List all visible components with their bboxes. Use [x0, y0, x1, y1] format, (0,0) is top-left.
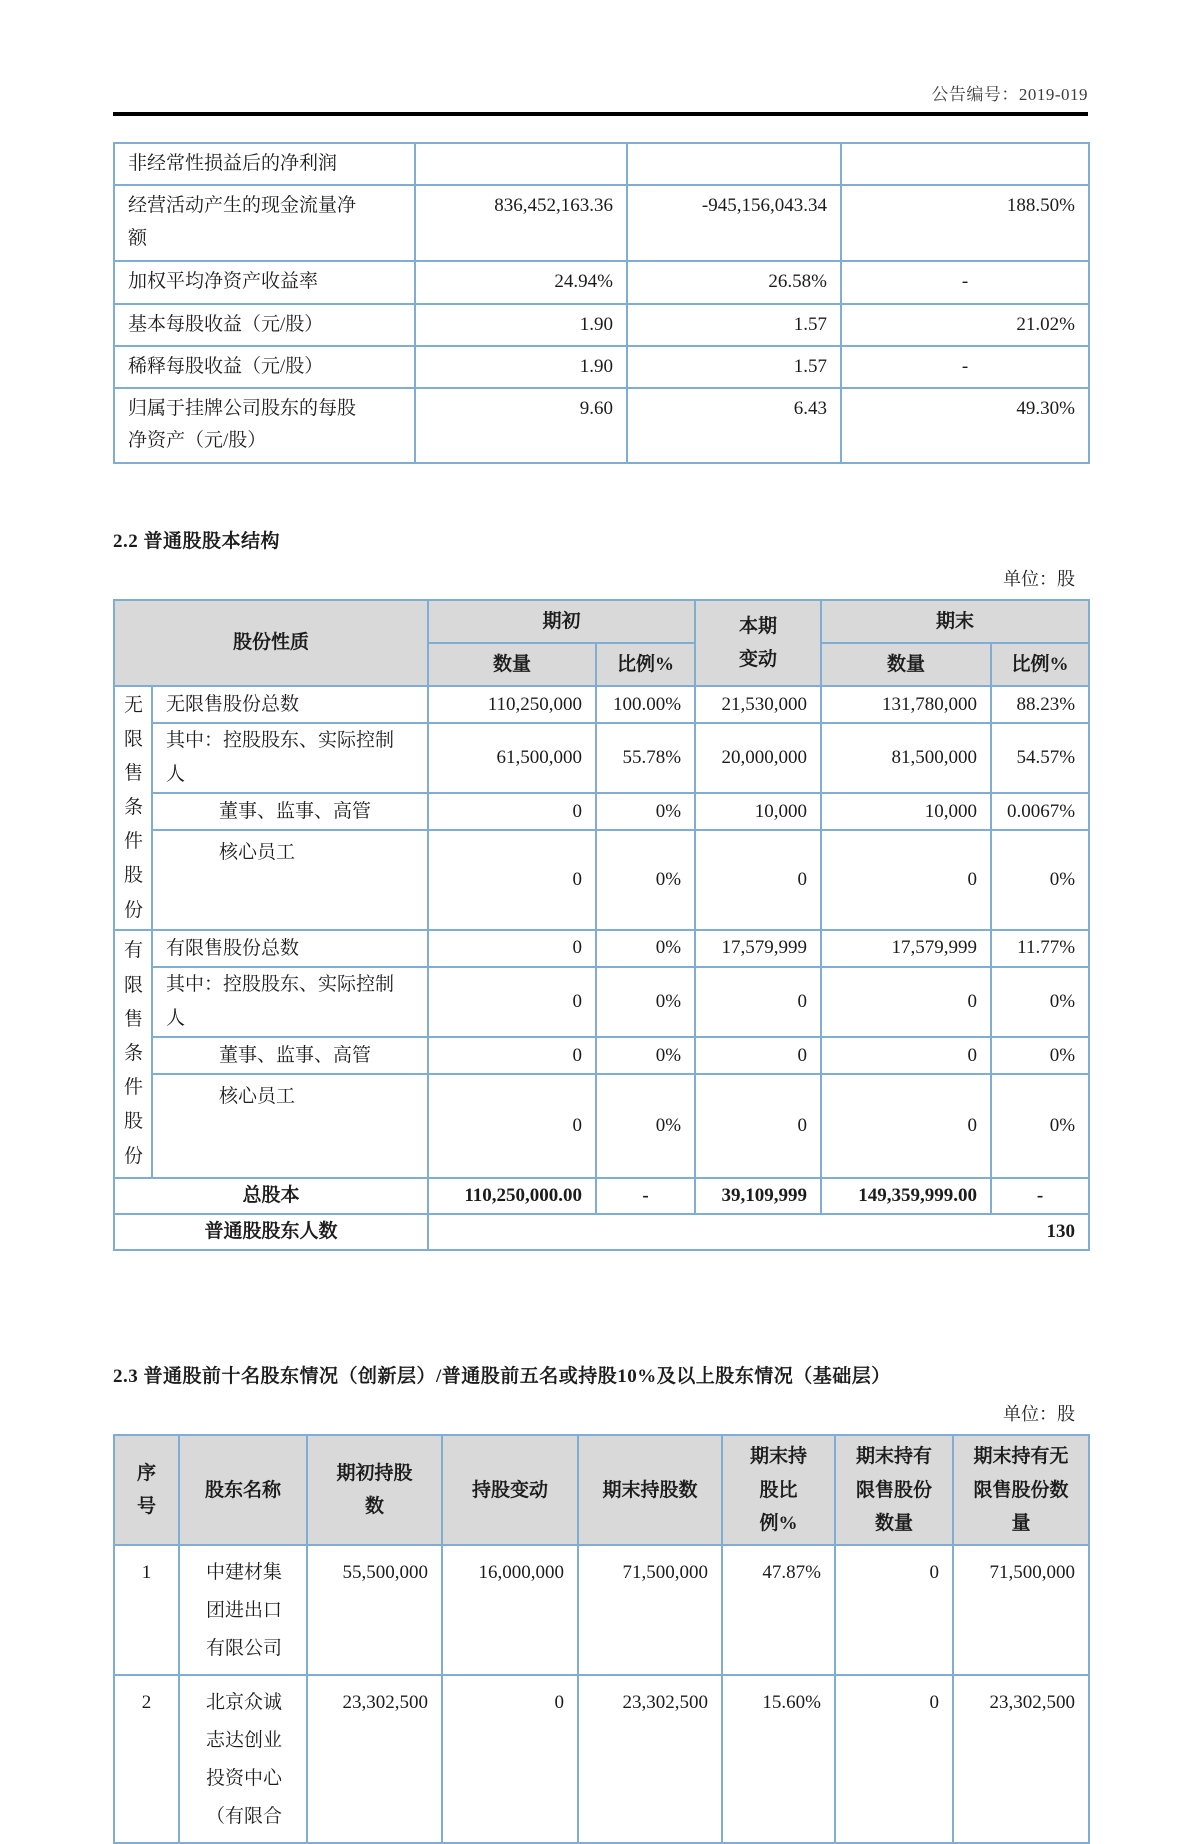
cell-begin-pct: 0%: [596, 793, 695, 830]
header-end-pct: 期末持股比例%: [722, 1435, 835, 1545]
cell-change: 20,000,000: [695, 723, 821, 793]
table-row: [114, 304, 1089, 346]
cell-end-qty: 0: [821, 1037, 991, 1074]
header-qty: 数量: [821, 643, 991, 686]
cell-change: 21.02%: [841, 304, 1089, 346]
row-label: 其中：控股股东、实际控制人: [152, 967, 428, 1037]
unit-label: 单位：股: [1003, 1404, 1075, 1425]
cell-change: 0: [695, 1074, 821, 1178]
cell-end-pct: 88.23%: [991, 686, 1089, 723]
cell-prior: 1.57: [627, 346, 841, 388]
cell-shareholder-name: 中建材集团进出口有限公司: [179, 1545, 307, 1675]
header-pct: 比例%: [991, 643, 1089, 686]
row-label: 其中：控股股东、实际控制人: [152, 723, 428, 793]
cell-end-pct: 0%: [991, 830, 1089, 930]
cell-prior: [627, 143, 841, 185]
table-row: [114, 967, 1089, 1037]
row-label: 加权平均净资产收益率: [114, 261, 415, 303]
cell-change: 188.50%: [841, 185, 1089, 261]
cell-end-pct: 0%: [991, 1037, 1089, 1074]
table-header-row: [114, 1435, 1089, 1545]
section-2-3-heading: 2.3 普通股前十名股东情况（创新层）/普通股前五名或持股10%及以上股东情况（基础层）: [113, 1366, 891, 1388]
page-content: [113, 0, 1088, 1844]
header-share-nature: 股份性质: [114, 600, 428, 687]
cell-change: 0: [695, 967, 821, 1037]
notice-number: 公告编号：2019-019: [931, 85, 1088, 104]
table-row: [114, 1545, 1089, 1675]
cell-begin-qty: 0: [428, 1037, 596, 1074]
cell-change: 0: [695, 1037, 821, 1074]
table-row: [114, 1675, 1089, 1843]
header-pct: 比例%: [596, 643, 695, 686]
cell-share-change: 16,000,000: [442, 1545, 578, 1675]
table-row: [114, 261, 1089, 303]
cell-change: 0: [695, 830, 821, 930]
cell-prior: 26.58%: [627, 261, 841, 303]
cell-end-qty: 17,579,999: [821, 930, 991, 967]
table-row: [114, 723, 1089, 793]
cell-begin-qty: 61,500,000: [428, 723, 596, 793]
share-structure-table: [113, 599, 1090, 1252]
shareholders-table: [113, 1434, 1090, 1844]
cell-change: [841, 143, 1089, 185]
cell-begin-pct: 0%: [596, 1037, 695, 1074]
group-label-unrestricted: 无限售条件股份: [114, 686, 152, 930]
header-end-unrestricted: 期末持有无限售股份数量: [953, 1435, 1089, 1545]
holders-count-row: [114, 1214, 1089, 1250]
table-header-row: [114, 600, 1089, 643]
summary-table: [113, 142, 1090, 464]
cell-change: 49.30%: [841, 388, 1089, 463]
header-ending: 期末: [821, 600, 1089, 643]
cell-end-qty: 10,000: [821, 793, 991, 830]
cell-begin-pct: 0%: [596, 967, 695, 1037]
cell-share-change: 0: [442, 1675, 578, 1843]
cell-begin-pct: 0%: [596, 830, 695, 930]
cell-current: [415, 143, 627, 185]
cell-seq: 1: [114, 1545, 179, 1675]
table-row: [114, 830, 1089, 930]
holders-count: 130: [428, 1214, 1089, 1250]
cell-end-restricted: 0: [835, 1675, 953, 1843]
cell-begin-qty: 110,250,000: [428, 686, 596, 723]
cell-begin-pct: 0%: [596, 930, 695, 967]
total-label: 总股本: [114, 1178, 428, 1214]
row-label: 非经常性损益后的净利润: [114, 143, 415, 185]
cell-end-qty: 81,500,000: [821, 723, 991, 793]
cell-current: 9.60: [415, 388, 627, 463]
cell-end-pct: 0%: [991, 967, 1089, 1037]
cell-prior: 6.43: [627, 388, 841, 463]
table-row: [114, 185, 1089, 261]
unit-label: 单位：股: [1003, 568, 1075, 589]
cell-end-pct: 54.57%: [991, 723, 1089, 793]
row-label: 董事、监事、高管: [152, 1037, 428, 1074]
cell-end-pct: 0%: [991, 1074, 1089, 1178]
header-end-restricted: 期末持有限售股份数量: [835, 1435, 953, 1545]
cell-begin-pct: -: [596, 1178, 695, 1214]
cell-end-qty: 0: [821, 1074, 991, 1178]
row-label: 无限售股份总数: [152, 686, 428, 723]
cell-change: 17,579,999: [695, 930, 821, 967]
cell-change: 10,000: [695, 793, 821, 830]
cell-begin-qty: 0: [428, 793, 596, 830]
row-label: 核心员工: [152, 1074, 428, 1178]
cell-change: 39,109,999: [695, 1178, 821, 1214]
cell-end-pct: -: [991, 1178, 1089, 1214]
cell-change: -: [841, 346, 1089, 388]
cell-prior: -945,156,043.34: [627, 185, 841, 261]
cell-prior: 1.57: [627, 304, 841, 346]
total-row: [114, 1178, 1089, 1214]
table-row: [114, 143, 1089, 185]
cell-end-pct: 11.77%: [991, 930, 1089, 967]
cell-change: 21,530,000: [695, 686, 821, 723]
holders-label: 普通股股东人数: [114, 1214, 428, 1250]
row-label: 经营活动产生的现金流量净额: [114, 185, 415, 261]
header-share-change: 持股变动: [442, 1435, 578, 1545]
header-rule: [113, 112, 1088, 116]
cell-end-qty: 0: [821, 967, 991, 1037]
header-qty: 数量: [428, 643, 596, 686]
cell-current: 1.90: [415, 346, 627, 388]
cell-begin-qty: 110,250,000.00: [428, 1178, 596, 1214]
cell-begin-qty: 0: [428, 1074, 596, 1178]
cell-current: 24.94%: [415, 261, 627, 303]
header-begin-shares: 期初持股数: [307, 1435, 442, 1545]
row-label: 归属于挂牌公司股东的每股净资产（元/股）: [114, 388, 415, 463]
cell-end-pct: 47.87%: [722, 1545, 835, 1675]
header-beginning: 期初: [428, 600, 695, 643]
header-current-change: 本期变动: [695, 600, 821, 687]
cell-current: 1.90: [415, 304, 627, 346]
table-row: [114, 388, 1089, 463]
row-label: 核心员工: [152, 830, 428, 930]
table-row: [114, 1074, 1089, 1178]
cell-begin-qty: 0: [428, 967, 596, 1037]
cell-end-restricted: 0: [835, 1545, 953, 1675]
table-row: [114, 346, 1089, 388]
table-row: [114, 930, 1089, 967]
cell-end-shares: 71,500,000: [578, 1545, 722, 1675]
table-row: [114, 1037, 1089, 1074]
cell-begin-pct: 100.00%: [596, 686, 695, 723]
cell-end-qty: 149,359,999.00: [821, 1178, 991, 1214]
cell-begin-pct: 55.78%: [596, 723, 695, 793]
cell-end-unrestricted: 71,500,000: [953, 1545, 1089, 1675]
cell-current: 836,452,163.36: [415, 185, 627, 261]
header-end-shares: 期末持股数: [578, 1435, 722, 1545]
cell-begin-pct: 0%: [596, 1074, 695, 1178]
cell-end-qty: 0: [821, 830, 991, 930]
table-row: [114, 686, 1089, 723]
header-seq: 序号: [114, 1435, 179, 1545]
cell-end-shares: 23,302,500: [578, 1675, 722, 1843]
group-label-restricted: 有限售条件股份: [114, 930, 152, 1178]
cell-end-pct: 0.0067%: [991, 793, 1089, 830]
cell-begin-qty: 0: [428, 930, 596, 967]
row-label: 董事、监事、高管: [152, 793, 428, 830]
cell-change: -: [841, 261, 1089, 303]
cell-begin-qty: 0: [428, 830, 596, 930]
cell-shareholder-name: 北京众诚志达创业投资中心（有限合: [179, 1675, 307, 1843]
cell-seq: 2: [114, 1675, 179, 1843]
cell-end-qty: 131,780,000: [821, 686, 991, 723]
section-2-2-heading: 2.2 普通股股本结构: [113, 530, 281, 552]
cell-begin-shares: 23,302,500: [307, 1675, 442, 1843]
table-row: [114, 793, 1089, 830]
cell-begin-shares: 55,500,000: [307, 1545, 442, 1675]
row-label: 稀释每股收益（元/股）: [114, 346, 415, 388]
header-shareholder-name: 股东名称: [179, 1435, 307, 1545]
cell-end-unrestricted: 23,302,500: [953, 1675, 1089, 1843]
row-label: 基本每股收益（元/股）: [114, 304, 415, 346]
row-label: 有限售股份总数: [152, 930, 428, 967]
cell-end-pct: 15.60%: [722, 1675, 835, 1843]
